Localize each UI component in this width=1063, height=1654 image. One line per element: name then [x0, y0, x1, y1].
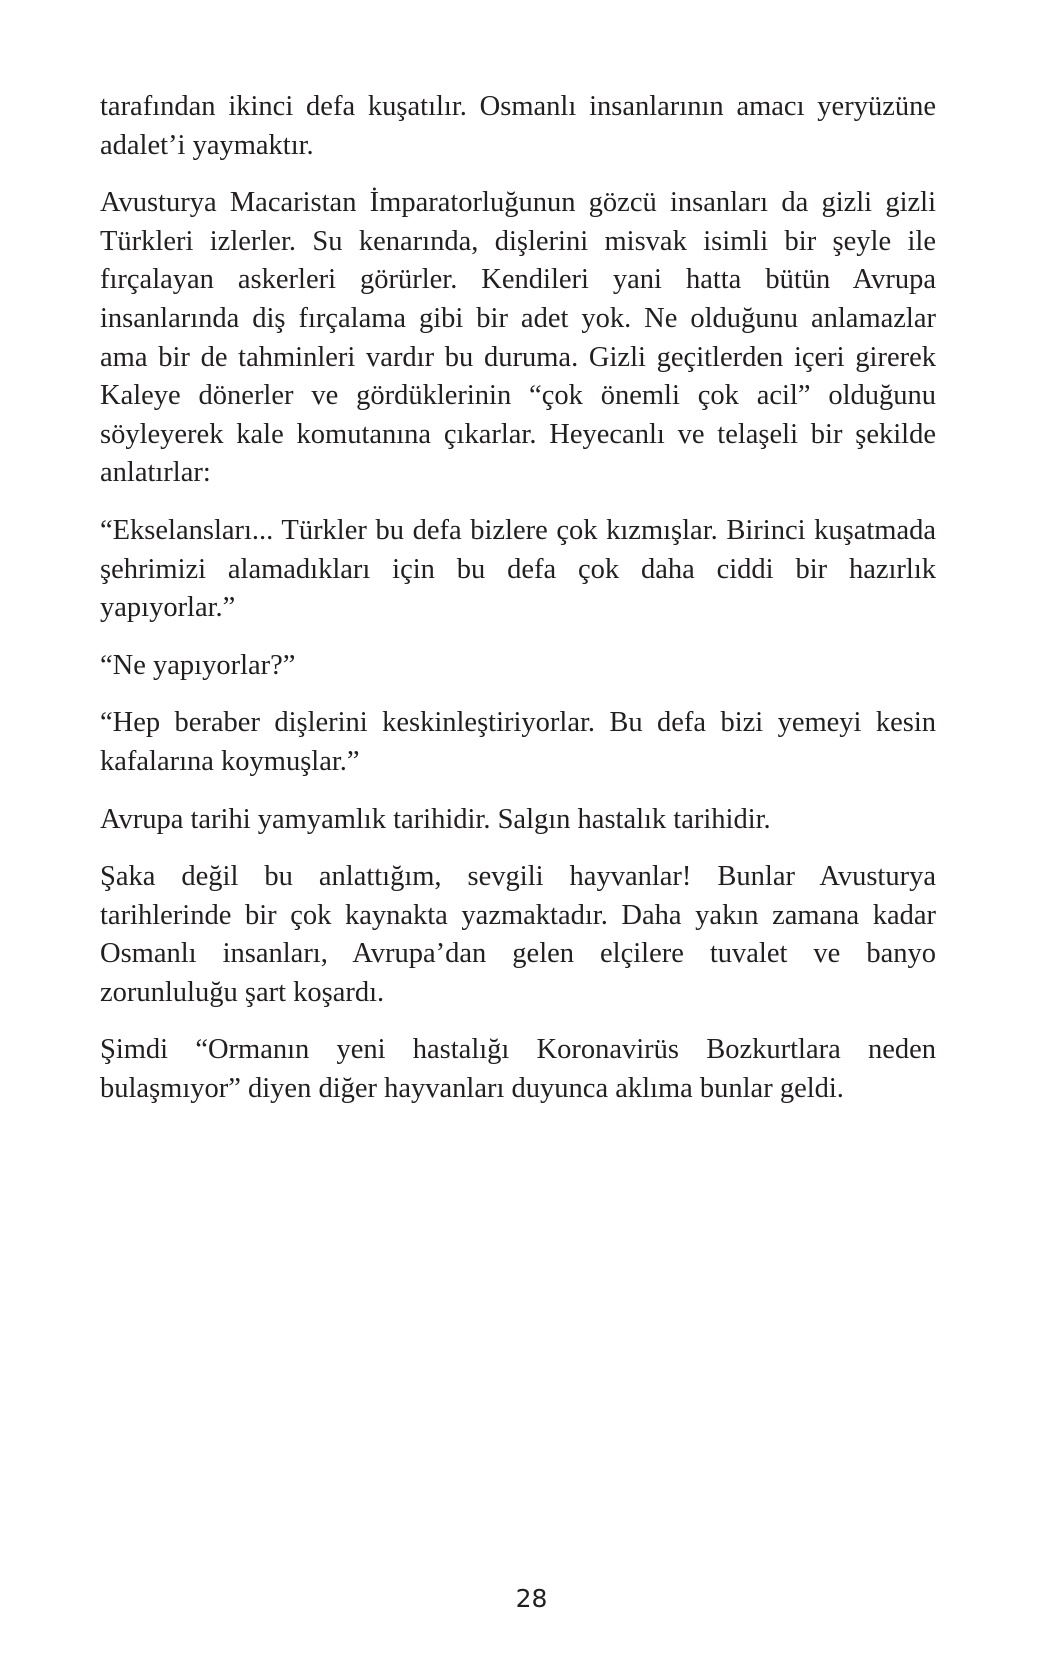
paragraph-2: Avusturya Macaristan İmparatorluğunun gözcü insanları da gizli gizli Türkleri izlerler. Su kenarında, dişlerini misvak isimli bir şeyle ile fırçalayan askerleri görürler. Kendileri yani hatta bütün Avrupa insanlarında diş fırçalama gibi bir adet yok. Ne olduğunu anlamazlar ama bir de tahminleri vardır bu duruma. Gizli geçitlerden içeri girerek Kaleye dönerler ve gördüklerinin “çok önemli çok acil” olduğunu söyleyerek kale komutanına çıkarlar. Heyecanlı ve telaşeli bir şekilde anlatırlar: [100, 187, 936, 489]
paragraph-8: Şimdi “Ormanın yeni hastalığı Koronavirüs Bozkurtlara neden bulaşmıyor” diyen diğer hayvanları duyunca aklıma bunlar geldi. [100, 1034, 936, 1105]
paragraph-7: Şaka değil bu anlattığım, sevgili hayvanlar! Bunlar Avusturya tarihlerinde bir çok kaynakta yazmaktadır. Daha yakın zamana kadar Osmanlı insanları, Avrupa’dan gelen elçilere tuvalet ve banyo zorunluluğu şart koşardı. [100, 861, 936, 1008]
paragraph-5: “Hep beraber dişlerini keskinleştiriyorlar. Bu defa bizi yemeyi kesin kafalarına koymuşlar.” [100, 707, 936, 777]
paragraph-1: tarafından ikinci defa kuşatılır. Osmanlı insanlarının amacı yeryüzüne adalet’i yaymaktır. [100, 91, 936, 161]
body-text [100, 88, 936, 1128]
page-number: 28 [515, 1584, 548, 1613]
paragraph-4: “Ne yapıyorlar?” [100, 649, 296, 681]
paragraph-6: Avrupa tarihi yamyamlık tarihidir. Salgın hastalık tarihidir. [100, 803, 771, 835]
paragraph-3: “Ekselansları... Türkler bu defa bizlere çok kızmışlar. Birinci kuşatmada şehrimizi alamadıkları için bu defa çok daha ciddi bir hazırlık yapıyorlar.” [100, 514, 936, 624]
